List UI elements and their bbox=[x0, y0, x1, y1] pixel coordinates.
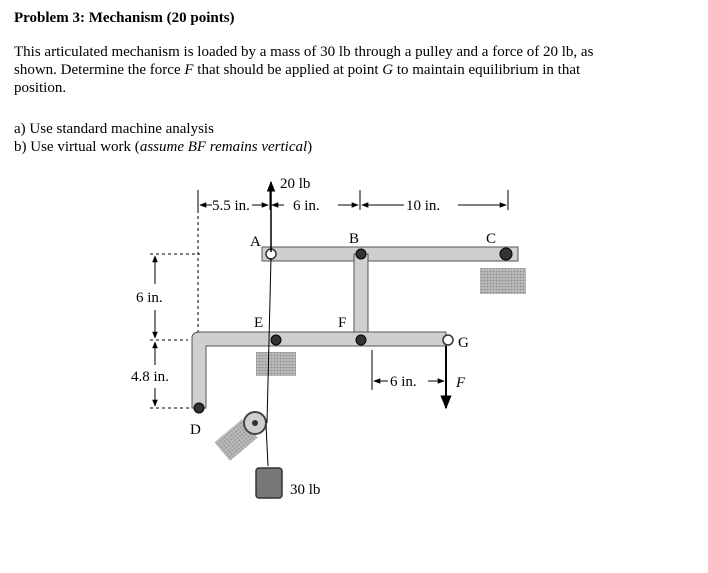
statement-line-2: shown. Determine the force F that should be applied at point G to maintain equilibrium in that bbox=[14, 62, 581, 78]
rope-to-mass bbox=[266, 425, 268, 466]
statement-line-1: This articulated mechanism is loaded by a mass of 30 lb through a pulley and a force of 20 lb, as bbox=[14, 44, 594, 60]
label-6in-bottom: 6 in. bbox=[390, 374, 417, 390]
label-force-F: F bbox=[456, 375, 466, 391]
label-E: E bbox=[254, 315, 264, 331]
label-6in-left: 6 in. bbox=[136, 290, 163, 306]
part-a: a) Use standard machine analysis bbox=[14, 121, 214, 137]
pin-B bbox=[356, 249, 366, 259]
part-b-note: assume BF remains vertical bbox=[139, 139, 308, 155]
pin-G bbox=[443, 335, 453, 345]
label-20lb: 20 lb bbox=[280, 176, 311, 192]
pulley-hub bbox=[252, 420, 258, 426]
label-6in-top: 6 in. bbox=[293, 198, 320, 214]
label-A: A bbox=[250, 234, 261, 250]
pin-C bbox=[500, 248, 512, 260]
link-BF bbox=[354, 254, 368, 340]
label-G: G bbox=[458, 335, 469, 351]
label-B: B bbox=[349, 231, 360, 247]
label-F: F bbox=[338, 315, 347, 331]
label-C: C bbox=[486, 231, 497, 247]
problem-title: Problem 3: Mechanism (20 points) bbox=[14, 10, 235, 26]
label-10in: 10 in. bbox=[406, 198, 441, 214]
label-5-5in: 5.5 in. bbox=[212, 198, 250, 214]
link-DEFG bbox=[192, 332, 446, 408]
label-30lb: 30 lb bbox=[290, 482, 321, 498]
ground-E bbox=[256, 352, 296, 376]
ground-C bbox=[480, 268, 526, 294]
statement-line-3: position. bbox=[14, 80, 67, 96]
label-4-8in: 4.8 in. bbox=[131, 369, 169, 385]
pin-E bbox=[271, 335, 281, 345]
pin-D bbox=[194, 403, 204, 413]
mass-30lb bbox=[256, 468, 282, 498]
pin-F bbox=[356, 335, 366, 345]
label-D: D bbox=[190, 422, 201, 438]
part-b-suffix: ) bbox=[307, 139, 313, 155]
part-b-prefix: b) Use virtual work ( bbox=[14, 139, 140, 155]
link-ABC bbox=[262, 247, 518, 261]
